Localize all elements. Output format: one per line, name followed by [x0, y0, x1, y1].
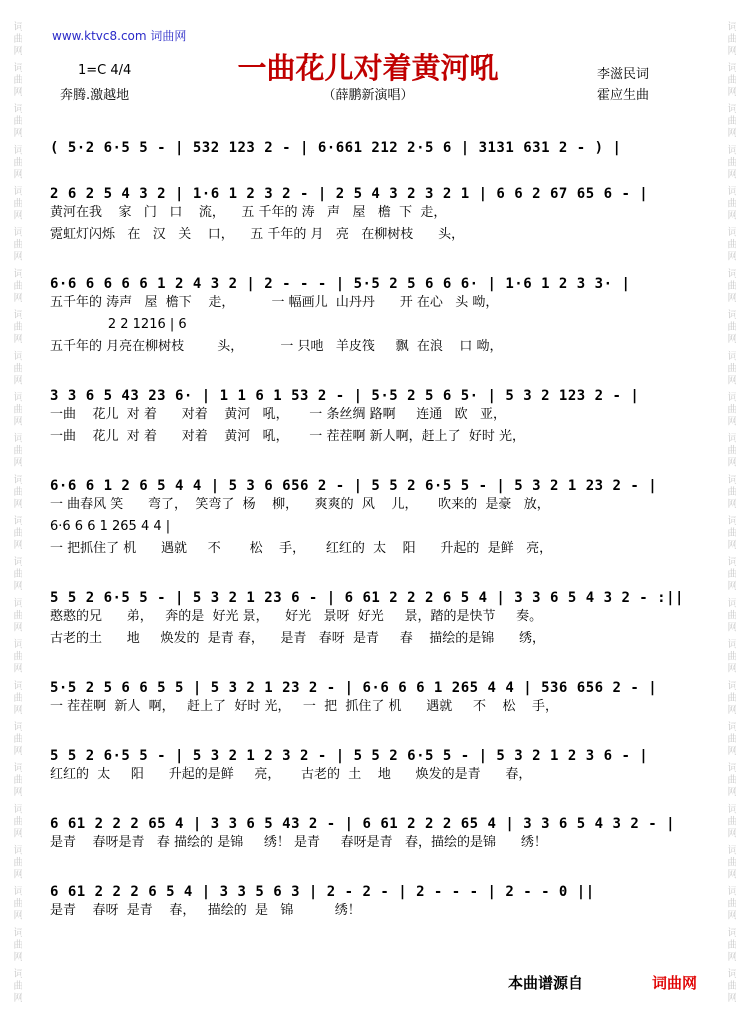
lyric-line: 红红的 太 阳 升起的是鲜 亮， 古老的 土 地 焕发的是青 春， — [50, 767, 532, 782]
score-body — [50, 110, 684, 922]
notation-line: 2 6 2 5 4 3 2 | 1·6 1 2 3 2 - | 2 5 4 3 2 3 2 1 | 6 6 2 67 65 6 - | — [50, 186, 649, 202]
lyric-line: 古老的土 地 焕发的 是青 春， 是青 春呀 是青 春 描绘的是锦 绣， — [50, 631, 546, 646]
lyric-line: 黄河在我 家 门 口 流， 五 千年的 涛 声 屋 檐 下 走， — [50, 205, 447, 220]
lyric-line: 一曲 花儿 对 着 对着 黄河 吼， 一 条丝绸 路啊 连通 欧 亚， — [50, 407, 507, 422]
score-row — [50, 668, 675, 718]
notation-line: 3 3 6 5 43 23 6· | 1 1 6 1 53 2 - | 5·5 2 5 6 5· | 5 3 2 123 2 - | — [50, 388, 640, 404]
watermark-right: 词曲网 词曲网 词曲网 词曲网 词曲网 词曲网 词曲网 词曲网 词曲网 词曲网 词曲网 词曲网 词曲网 词曲网 词曲网 词曲网 词曲网 词曲网 词曲网 词曲网 词曲网 词曲网 词曲网 词曲网 — [725, 20, 736, 1005]
singer-credit: （薛鹏新演唱） — [322, 88, 414, 103]
lyric-line: 是青 春呀 是青 春， 描绘的 是 锦 绣！ — [50, 903, 361, 918]
score-row — [50, 174, 675, 246]
notation-line: ( 5·2 6·5 5 - | 532 123 2 - | 6·661 212 2·5 6 | 3131 631 2 - ) | — [50, 140, 622, 156]
lyric-line: 一 曲春风 笑 弯了， 笑弯了 杨 柳， 爽爽的 风 儿， 吹来的 是豪 放， — [50, 497, 550, 512]
composer-credit: 霍应生曲 — [597, 88, 650, 103]
footer-logo[interactable]: 词曲网 — [652, 974, 698, 992]
notation-line: 5 5 2 6·5 5 - | 5 3 2 1 23 6 - | 6 61 2 2 2 6 5 4 | 3 3 6 5 4 3 2 - :|| — [50, 590, 684, 606]
notation-line: 6 61 2 2 2 65 4 | 3 3 6 5 43 2 - | 6 61 2 2 2 65 4 | 3 3 6 5 4 3 2 - | — [50, 816, 676, 832]
score-row — [50, 376, 675, 448]
lyric-line: 一曲 花儿 对 着 对着 黄河 吼， 一 茬茬啊 新人啊，赶上了 好时 光， — [50, 429, 525, 444]
score-row — [50, 804, 675, 854]
lyric-line: 2 2 1216 | 6 — [50, 317, 187, 332]
lyric-line: 五千年的 涛声 屋 檐下 走， 一 幅画儿 山丹丹 开 在心 头 呦， — [50, 295, 499, 310]
lyric-line: 霓虹灯闪烁 在 汉 关 口， 五 千年的 月 亮 在柳树枝 头， — [50, 227, 465, 242]
score-row — [50, 736, 675, 786]
lyricist-credit: 李滋民词 — [597, 67, 650, 82]
footer-source: 本曲谱源自 — [508, 974, 584, 992]
score-row — [50, 466, 675, 560]
key-signature: 1=C 4/4 — [78, 63, 132, 78]
notation-line: 5 5 2 6·5 5 - | 5 3 2 1 2 3 2 - | 5 5 2 6·5 5 - | 5 3 2 1 2 3 6 - | — [50, 748, 649, 764]
tempo-marking: 奔腾.激越地 — [60, 88, 130, 103]
lyric-line: 是青 春呀是青 春 描绘的 是锦 绣！ 是青 春呀是青 春，描绘的是锦 绣！ — [50, 835, 547, 850]
lyric-line: 6·6 6 6 1 265 4 4 | — [50, 519, 171, 534]
score-row — [50, 264, 675, 358]
watermark-left: 词曲网 词曲网 词曲网 词曲网 词曲网 词曲网 词曲网 词曲网 词曲网 词曲网 词曲网 词曲网 词曲网 词曲网 词曲网 词曲网 词曲网 词曲网 词曲网 词曲网 词曲网 词曲网 词曲网 词曲网 — [11, 20, 22, 1005]
site-url[interactable]: www.ktvc8.com 词曲网 — [52, 29, 187, 43]
score-row — [50, 128, 675, 156]
lyric-line: 五千年的 月亮在柳树枝 头， 一 只吔 羊皮筏 飘 在浪 口 呦， — [50, 339, 503, 354]
notation-line: 5·5 2 5 6 6 5 5 | 5 3 2 1 23 2 - | 6·6 6 6 1 265 4 4 | 536 656 2 - | — [50, 680, 658, 696]
lyric-line: 一 茬茬啊 新人 啊， 赶上了 好时 光， 一 把 抓住了 机 遇就 不 松 手， — [50, 699, 559, 714]
notation-line: 6·6 6 1 2 6 5 4 4 | 5 3 6 656 2 - | 5 5 2 6·5 5 - | 5 3 2 1 23 2 - | — [50, 478, 658, 494]
lyric-line: 憨憨的兄 弟， 奔的是 好光 景， 好光 景呀 好光 景，踏的是快节 奏。 — [50, 609, 543, 624]
song-title: 一曲花儿对着黄河吼 — [237, 51, 499, 85]
notation-line: 6·6 6 6 6 6 1 2 4 3 2 | 2 - - - | 5·5 2 5 6 6 6· | 1·6 1 2 3 3· | — [50, 276, 631, 292]
score-row — [50, 578, 684, 650]
notation-line: 6 61 2 2 2 6 5 4 | 3 3 5 6 3 | 2 - 2 - | 2 - - - | 2 - - 0 || — [50, 884, 595, 900]
lyric-line: 一 把抓住了 机 遇就 不 松 手， 红红的 太 阳 升起的 是鲜 亮， — [50, 541, 553, 556]
score-row — [50, 872, 675, 922]
